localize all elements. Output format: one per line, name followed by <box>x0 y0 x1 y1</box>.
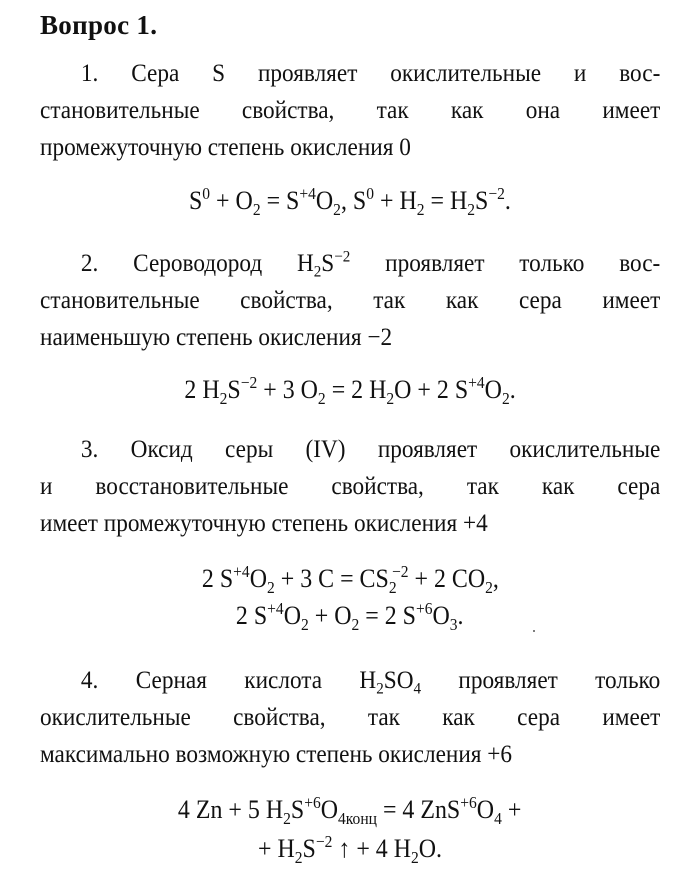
section-4-text <box>40 662 660 773</box>
section-2-equation: 2 $H_2S^{-2} + 3$ $O_2 = 2$ $H_2O + 2$ $S^{+4}O_2$. <box>184 372 516 408</box>
section-1-equation: $S^0 + O_2 = S^{+4}O_2$, $S^0 + H_2 = H_2S^{-2}$. <box>189 183 511 219</box>
section-4-line-1: 4. Серная кислота $H_2SO_4$ проявляет только <box>80 667 661 698</box>
section-3-line-1: 3. Оксид серы (IV) проявляет окислительные <box>80 436 661 463</box>
section-2-line-2: становительные свойства, так как сера имеет <box>40 287 661 314</box>
section-3-equation-1: 2 $S^{+4}O_2 + 3$ $C = CS_2^{-2} + 2$ $CO_2$, <box>201 561 499 597</box>
section-3-text <box>40 431 660 542</box>
scan-speck <box>533 630 535 632</box>
section-4-line-3: максимально возможную степень окисления +6 <box>40 741 513 768</box>
section-2-line-1: 2. Сероводород $H_2S^{-2}$ проявляет только вос- <box>80 247 661 281</box>
section-4-line-2: окислительные свойства, так как сера имеет <box>40 704 661 731</box>
section-2-line-3: наименьшую степень окисления −2 <box>40 324 393 351</box>
section-4-equation-1: 4 Zn + 5 $H_2S^{+6}O_{4конц} = 4$ $ZnS^{+6}O_4$ + <box>178 792 522 828</box>
section-1-line-1: 1. Сера S проявляет окислительные и вос- <box>80 60 661 87</box>
question-heading: Вопрос 1. <box>40 10 158 40</box>
section-2-text <box>40 245 660 356</box>
section-1-text <box>40 55 660 166</box>
section-3-equation-2: 2 $S^{+4}O_2 + O_2 = 2$ $S^{+6}O_3$. <box>236 598 464 634</box>
section-1-line-2: становительные свойства, так как она имеет <box>40 97 661 124</box>
section-3-line-2: и восстановительные свойства, так как сера <box>40 473 661 500</box>
section-3-line-3: имеет промежуточную степень окисления +4 <box>40 510 488 537</box>
section-4-equation-2: + $H_2S^{-2}$ ↑ + 4 $H_2O$. <box>257 831 443 867</box>
section-1-line-3: промежуточную степень окисления 0 <box>40 134 411 161</box>
